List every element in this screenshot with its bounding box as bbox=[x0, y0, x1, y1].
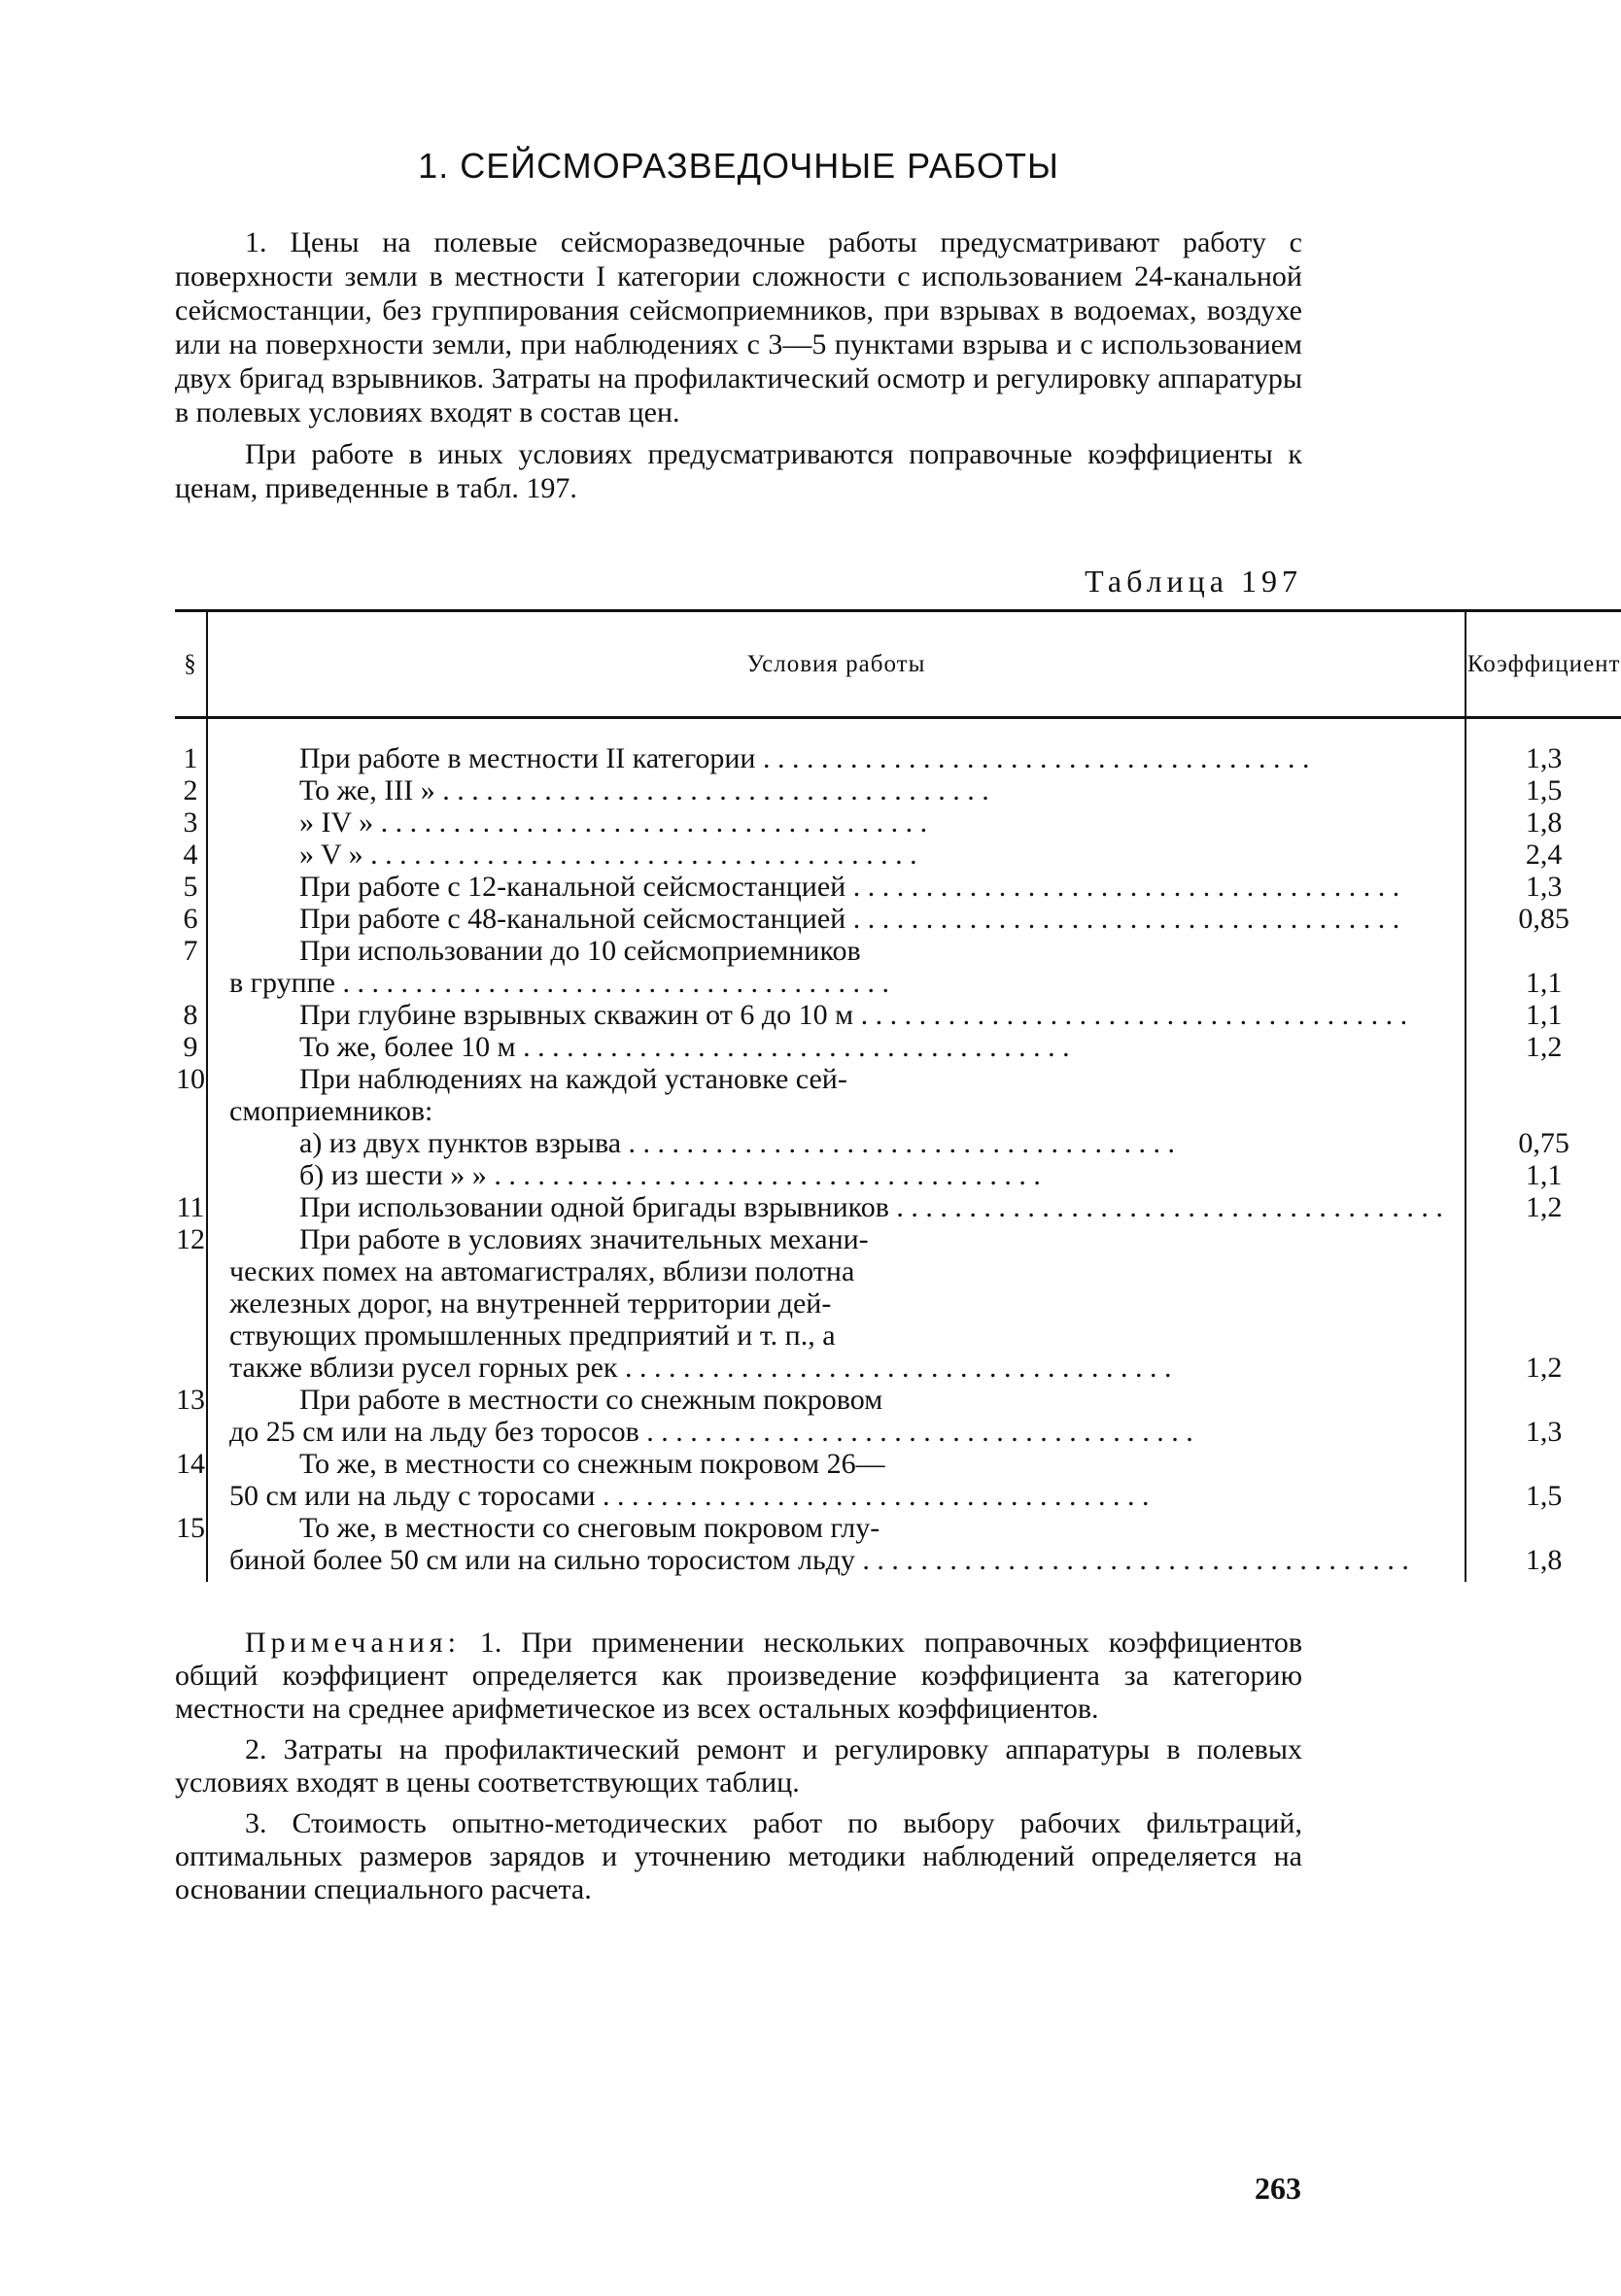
table-body bbox=[175, 718, 1621, 1583]
condition-line: биной более 50 см или на сильно торосистом льду . . . bbox=[229, 1544, 1443, 1576]
table-caption: Таблица 197 bbox=[1085, 564, 1302, 599]
row-coefficient: 1,3 bbox=[1525, 742, 1563, 774]
row-number: 5 bbox=[175, 871, 207, 903]
row-condition bbox=[207, 1191, 1466, 1223]
intro-paragraph-2: При работе в иных условиях предусматриваются поправочные коэффициенты к ценам, приведенные в табл. 197. bbox=[175, 438, 1302, 504]
table-header-row bbox=[175, 611, 1621, 718]
row-coefficient: 1,2 bbox=[1525, 1191, 1563, 1223]
table-row bbox=[175, 871, 1621, 903]
condition-line: до 25 см или на льду без торосов . . . bbox=[229, 1416, 1443, 1448]
table-row bbox=[175, 1191, 1621, 1223]
condition-line: б) из шести » » . . . bbox=[229, 1159, 1443, 1191]
note-2: 2. Затраты на профилактический ремонт и регулировку аппаратуры в полевых условиях входят в цены соответствующих таблиц. bbox=[175, 1733, 1302, 1799]
table-row bbox=[175, 935, 1621, 999]
row-condition bbox=[207, 1031, 1466, 1063]
row-coefficient: 1,3 bbox=[1525, 1416, 1563, 1448]
row-condition bbox=[207, 1512, 1466, 1582]
condition-line: также вблизи русел горных рек . . . bbox=[229, 1352, 1443, 1384]
row-number: 12 bbox=[175, 1223, 207, 1384]
row-condition bbox=[207, 774, 1466, 806]
row-condition bbox=[207, 999, 1466, 1031]
row-coefficient: 1,2 bbox=[1525, 1352, 1563, 1384]
condition-line: 50 см или на льду с торосами . . . bbox=[229, 1480, 1443, 1512]
row-condition bbox=[207, 1063, 1466, 1127]
condition-line: в группе . . . bbox=[229, 967, 1443, 999]
table-row bbox=[175, 1223, 1621, 1384]
table-row bbox=[175, 1448, 1621, 1512]
header-condition: Условия работы bbox=[207, 611, 1466, 718]
table-row bbox=[175, 806, 1621, 839]
row-number: 15 bbox=[175, 1512, 207, 1582]
condition-line: » IV » . . . bbox=[229, 806, 1443, 839]
row-number: 6 bbox=[175, 903, 207, 935]
condition-line: То же, в местности со снеговым покровом глу- bbox=[299, 1512, 880, 1544]
notes bbox=[175, 1627, 1302, 1906]
table-row bbox=[175, 903, 1621, 935]
row-coefficient: 0,85 bbox=[1518, 903, 1569, 935]
condition-line: При работе с 12-канальной сейсмостанцией . . . bbox=[229, 871, 1443, 903]
row-condition bbox=[207, 1159, 1466, 1191]
row-number: 10 bbox=[175, 1063, 207, 1127]
row-number bbox=[175, 1127, 207, 1159]
row-number bbox=[175, 1159, 207, 1191]
row-condition bbox=[207, 1127, 1466, 1159]
table-row bbox=[175, 1031, 1621, 1063]
table-row bbox=[175, 1063, 1621, 1127]
row-coefficient: 1,1 bbox=[1525, 1159, 1563, 1191]
row-condition bbox=[207, 903, 1466, 935]
row-coefficient: 1,1 bbox=[1525, 999, 1563, 1031]
row-coefficient: 1,1 bbox=[1525, 967, 1563, 999]
table-row bbox=[175, 774, 1621, 806]
row-condition bbox=[207, 1223, 1466, 1384]
header-coefficient: Коэффициент bbox=[1466, 611, 1621, 718]
page-number: 263 bbox=[1255, 2171, 1301, 2206]
condition-line: То же, III » . . . bbox=[229, 774, 1443, 806]
table-row bbox=[175, 839, 1621, 871]
row-condition bbox=[207, 806, 1466, 839]
row-coefficient: 0,75 bbox=[1518, 1127, 1569, 1159]
table-row bbox=[175, 1127, 1621, 1159]
row-condition bbox=[207, 871, 1466, 903]
table-row bbox=[175, 1384, 1621, 1448]
note-3: 3. Стоимость опытно-методических работ по выбору рабочих фильтраций, оптимальных размеров зарядов и уточнению методики наблюдений определяется на основании специального расчета. bbox=[175, 1807, 1302, 1905]
row-coefficient: 1,5 bbox=[1525, 774, 1563, 806]
section-title: 1. СЕЙСМОРАЗВЕДОЧНЫЕ РАБОТЫ bbox=[418, 146, 1059, 186]
condition-line: ческих помех на автомагистралях, вблизи полотна bbox=[229, 1255, 855, 1287]
table-row bbox=[175, 999, 1621, 1031]
row-number: 3 bbox=[175, 806, 207, 839]
condition-line: При работе с 48-канальной сейсмостанцией . . . bbox=[229, 903, 1443, 935]
page-content bbox=[175, 146, 1621, 1906]
condition-line: При использовании до 10 сейсмоприемников bbox=[299, 935, 861, 967]
condition-line: ствующих промышленных предприятий и т. п., а bbox=[229, 1319, 836, 1352]
row-number: 14 bbox=[175, 1448, 207, 1512]
condition-line: » V » . . . bbox=[229, 839, 1443, 871]
row-number: 8 bbox=[175, 999, 207, 1031]
coefficients-table bbox=[175, 609, 1621, 1582]
row-number: 9 bbox=[175, 1031, 207, 1063]
condition-line: То же, более 10 м . . . bbox=[229, 1031, 1443, 1063]
row-number: 2 bbox=[175, 774, 207, 806]
row-number: 13 bbox=[175, 1384, 207, 1448]
condition-line: При работе в местности II категории . . . bbox=[229, 742, 1443, 774]
row-condition bbox=[207, 718, 1466, 775]
condition-line: смоприемников: bbox=[229, 1095, 433, 1127]
notes-label: Примечания: bbox=[245, 1627, 461, 1659]
row-coefficient: 1,8 bbox=[1525, 1544, 1563, 1576]
row-condition bbox=[207, 839, 1466, 871]
condition-line: железных дорог, на внутренней территории дей- bbox=[229, 1287, 832, 1319]
row-coefficient: 1,8 bbox=[1525, 806, 1563, 839]
condition-line: а) из двух пунктов взрыва . . . bbox=[229, 1127, 1443, 1159]
intro-paragraph-1: 1. Цены на полевые сейсморазведочные работы предусматривают работу с поверхности земли в местности I категории сложности с использованием 24-канальной сейсмостанции, без группирования сейсмоприемников, при взрывах в водоемах, воздухе или на поверхности земли, при наблюдениях с 3—5 пунктами взрыва и с использованием двух бригад взрывников. Затраты на профилактический осмотр и регулировку аппаратуры в полевых условиях входят в состав цен. bbox=[175, 226, 1302, 428]
row-number: 11 bbox=[175, 1191, 207, 1223]
row-condition bbox=[207, 935, 1466, 999]
row-coefficient: 1,2 bbox=[1525, 1031, 1563, 1063]
table-row bbox=[175, 1512, 1621, 1582]
condition-line: При работе в местности со снежным покровом bbox=[299, 1384, 883, 1416]
condition-line: При использовании одной бригады взрывников . . . bbox=[229, 1191, 1443, 1223]
row-number: 7 bbox=[175, 935, 207, 999]
row-condition bbox=[207, 1448, 1466, 1512]
condition-line: При глубине взрывных скважин от 6 до 10 м . . . bbox=[229, 999, 1443, 1031]
row-condition bbox=[207, 1384, 1466, 1448]
condition-line: То же, в местности со снежным покровом 26— bbox=[299, 1448, 885, 1480]
condition-line: При работе в условиях значительных механи- bbox=[299, 1223, 869, 1255]
note-1-text: 1. При применении нескольких поправочных коэффициентов общий коэффициент определяется как произведение коэффициента за категорию местности на среднее арифметическое из всех остальных коэффициентов. bbox=[175, 1627, 1302, 1725]
note-1 bbox=[175, 1627, 1302, 1726]
row-number: 1 bbox=[175, 718, 207, 775]
table-row bbox=[175, 1159, 1621, 1191]
table-row bbox=[175, 718, 1621, 775]
row-number: 4 bbox=[175, 839, 207, 871]
row-coefficient: 1,3 bbox=[1525, 871, 1563, 903]
condition-line: При наблюдениях на каждой установке сей- bbox=[299, 1063, 847, 1095]
row-coefficient: 1,5 bbox=[1525, 1480, 1563, 1512]
row-coefficient: 2,4 bbox=[1525, 839, 1563, 871]
row-coefficient bbox=[1466, 1063, 1621, 1127]
header-num: § bbox=[175, 611, 207, 718]
